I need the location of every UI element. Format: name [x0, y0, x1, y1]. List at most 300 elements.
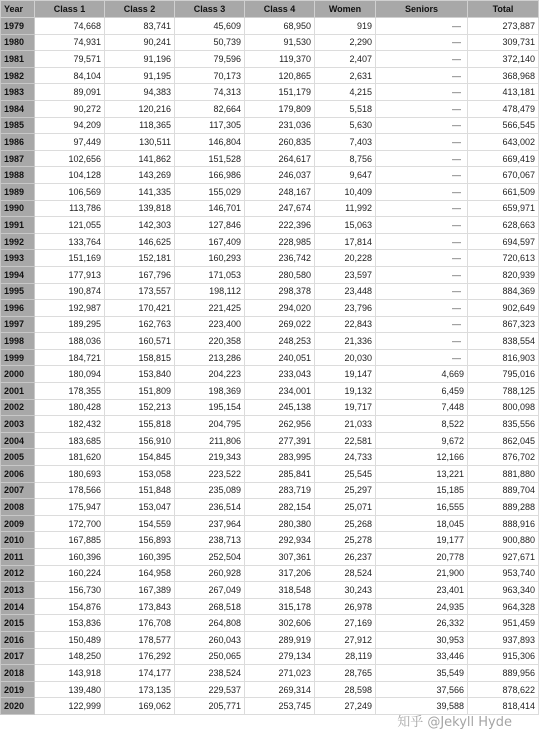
table-cell-total: 720,613 — [468, 250, 539, 267]
column-header-year: Year — [1, 1, 35, 18]
table-cell-women: 8,756 — [315, 150, 376, 167]
table-cell-seniors: 7,448 — [376, 399, 468, 416]
table-cell-class-3: 252,504 — [175, 549, 245, 566]
table-cell-class-2: 120,216 — [105, 100, 175, 117]
table-cell-class-1: 160,396 — [35, 549, 105, 566]
year-cell: 1982 — [1, 67, 35, 84]
table-cell-women: 27,249 — [315, 698, 376, 715]
table-cell-total: 884,369 — [468, 283, 539, 300]
table-cell-class-3: 146,701 — [175, 200, 245, 217]
table-cell-class-2: 158,815 — [105, 349, 175, 366]
year-cell: 2013 — [1, 582, 35, 599]
column-header-seniors: Seniors — [376, 1, 468, 18]
table-cell-class-3: 198,369 — [175, 383, 245, 400]
year-cell: 1983 — [1, 84, 35, 101]
year-cell: 1988 — [1, 167, 35, 184]
table-row — [1, 316, 539, 333]
table-cell-seniors: — — [376, 250, 468, 267]
table-cell-class-2: 167,389 — [105, 582, 175, 599]
table-row — [1, 598, 539, 615]
table-row — [1, 84, 539, 101]
table-cell-class-3: 223,400 — [175, 316, 245, 333]
table-cell-class-1: 153,836 — [35, 615, 105, 632]
table-cell-seniors: 37,566 — [376, 681, 468, 698]
table-cell-women: 25,268 — [315, 515, 376, 532]
table-cell-total: 876,702 — [468, 449, 539, 466]
table-row — [1, 183, 539, 200]
table-cell-class-1: 180,428 — [35, 399, 105, 416]
table-row — [1, 615, 539, 632]
table-cell-women: 2,631 — [315, 67, 376, 84]
table-cell-class-2: 178,577 — [105, 631, 175, 648]
table-row — [1, 416, 539, 433]
table-cell-class-4: 264,617 — [245, 150, 315, 167]
table-cell-women: 28,119 — [315, 648, 376, 665]
table-cell-class-1: 156,730 — [35, 582, 105, 599]
table-cell-class-1: 178,355 — [35, 383, 105, 400]
table-body — [1, 18, 539, 715]
year-cell: 2011 — [1, 549, 35, 566]
year-cell: 1981 — [1, 51, 35, 68]
table-cell-class-3: 50,739 — [175, 34, 245, 51]
table-cell-class-2: 156,893 — [105, 532, 175, 549]
table-cell-seniors: — — [376, 200, 468, 217]
table-row — [1, 698, 539, 715]
table-cell-class-1: 184,721 — [35, 349, 105, 366]
table-cell-total: 951,459 — [468, 615, 539, 632]
table-row — [1, 134, 539, 151]
table-cell-seniors: — — [376, 150, 468, 167]
table-cell-class-1: 121,055 — [35, 217, 105, 234]
table-cell-class-1: 139,480 — [35, 681, 105, 698]
table-cell-women: 28,765 — [315, 665, 376, 682]
table-cell-class-4: 302,606 — [245, 615, 315, 632]
table-cell-seniors: — — [376, 316, 468, 333]
table-cell-class-2: 160,395 — [105, 549, 175, 566]
table-cell-class-3: 204,223 — [175, 366, 245, 383]
table-cell-class-1: 177,913 — [35, 266, 105, 283]
table-cell-class-2: 154,559 — [105, 515, 175, 532]
table-cell-class-4: 292,934 — [245, 532, 315, 549]
table-cell-seniors: 23,401 — [376, 582, 468, 599]
table-cell-seniors: — — [376, 51, 468, 68]
table-cell-class-3: 223,522 — [175, 466, 245, 483]
table-cell-class-1: 133,764 — [35, 233, 105, 250]
table-cell-total: 661,509 — [468, 183, 539, 200]
table-cell-seniors: 8,522 — [376, 416, 468, 433]
table-cell-class-3: 219,343 — [175, 449, 245, 466]
table-cell-women: 27,912 — [315, 631, 376, 648]
table-cell-class-2: 152,181 — [105, 250, 175, 267]
table-cell-class-3: 79,596 — [175, 51, 245, 68]
header-row — [1, 1, 539, 18]
table-cell-class-2: 151,848 — [105, 482, 175, 499]
table-cell-class-3: 260,043 — [175, 631, 245, 648]
table-cell-class-2: 141,335 — [105, 183, 175, 200]
table-cell-total: 902,649 — [468, 300, 539, 317]
table-cell-class-3: 267,049 — [175, 582, 245, 599]
table-cell-seniors: 30,953 — [376, 631, 468, 648]
table-cell-class-4: 222,396 — [245, 217, 315, 234]
table-cell-total: 835,556 — [468, 416, 539, 433]
table-cell-class-2: 176,708 — [105, 615, 175, 632]
table-cell-class-4: 318,548 — [245, 582, 315, 599]
table-cell-class-3: 221,425 — [175, 300, 245, 317]
table-row — [1, 100, 539, 117]
table-cell-seniors: 16,555 — [376, 499, 468, 516]
table-cell-class-4: 151,179 — [245, 84, 315, 101]
table-cell-women: 23,796 — [315, 300, 376, 317]
table-cell-seniors: 12,166 — [376, 449, 468, 466]
table-cell-total: 795,016 — [468, 366, 539, 383]
table-cell-class-4: 236,742 — [245, 250, 315, 267]
table-cell-class-4: 248,253 — [245, 333, 315, 350]
table-cell-women: 30,243 — [315, 582, 376, 599]
table-cell-class-3: 82,664 — [175, 100, 245, 117]
table-cell-seniors: — — [376, 183, 468, 200]
table-row — [1, 51, 539, 68]
table-cell-seniors: 26,332 — [376, 615, 468, 632]
table-cell-seniors: 13,221 — [376, 466, 468, 483]
table-cell-class-1: 175,947 — [35, 499, 105, 516]
table-cell-total: 889,704 — [468, 482, 539, 499]
table-cell-seniors: — — [376, 34, 468, 51]
table-cell-total: 670,067 — [468, 167, 539, 184]
table-cell-class-2: 153,840 — [105, 366, 175, 383]
table-cell-class-3: 204,795 — [175, 416, 245, 433]
table-cell-women: 22,581 — [315, 432, 376, 449]
table-cell-class-4: 240,051 — [245, 349, 315, 366]
table-row — [1, 366, 539, 383]
table-cell-class-4: 234,001 — [245, 383, 315, 400]
table-row — [1, 648, 539, 665]
year-cell: 2001 — [1, 383, 35, 400]
table-cell-class-2: 170,421 — [105, 300, 175, 317]
year-cell: 1996 — [1, 300, 35, 317]
table-cell-class-2: 152,213 — [105, 399, 175, 416]
table-cell-seniors: — — [376, 349, 468, 366]
table-cell-class-4: 289,919 — [245, 631, 315, 648]
table-cell-class-2: 154,845 — [105, 449, 175, 466]
table-cell-total: 964,328 — [468, 598, 539, 615]
table-cell-class-2: 143,269 — [105, 167, 175, 184]
table-cell-class-4: 68,950 — [245, 18, 315, 35]
table-cell-class-2: 153,058 — [105, 466, 175, 483]
table-cell-class-4: 245,138 — [245, 399, 315, 416]
table-cell-class-1: 104,128 — [35, 167, 105, 184]
table-cell-total: 309,731 — [468, 34, 539, 51]
table-cell-class-1: 180,094 — [35, 366, 105, 383]
table-cell-class-4: 279,134 — [245, 648, 315, 665]
year-cell: 1984 — [1, 100, 35, 117]
table-cell-total: 963,340 — [468, 582, 539, 599]
table-cell-class-1: 178,566 — [35, 482, 105, 499]
table-row — [1, 515, 539, 532]
table-row — [1, 681, 539, 698]
table-cell-seniors: — — [376, 300, 468, 317]
table-cell-women: 19,717 — [315, 399, 376, 416]
table-cell-total: 788,125 — [468, 383, 539, 400]
year-cell: 1993 — [1, 250, 35, 267]
year-cell: 1995 — [1, 283, 35, 300]
year-cell: 2008 — [1, 499, 35, 516]
table-cell-class-4: 282,154 — [245, 499, 315, 516]
table-row — [1, 482, 539, 499]
table-row — [1, 34, 539, 51]
table-row — [1, 333, 539, 350]
table-cell-class-2: 91,196 — [105, 51, 175, 68]
table-cell-women: 20,228 — [315, 250, 376, 267]
year-cell: 1987 — [1, 150, 35, 167]
table-cell-class-4: 269,022 — [245, 316, 315, 333]
table-cell-class-2: 162,763 — [105, 316, 175, 333]
table-cell-class-4: 307,361 — [245, 549, 315, 566]
table-cell-total: 820,939 — [468, 266, 539, 283]
table-cell-class-1: 192,987 — [35, 300, 105, 317]
table-cell-class-1: 188,036 — [35, 333, 105, 350]
table-cell-class-1: 190,874 — [35, 283, 105, 300]
table-cell-class-1: 172,700 — [35, 515, 105, 532]
table-cell-class-2: 167,796 — [105, 266, 175, 283]
year-cell: 1998 — [1, 333, 35, 350]
table-cell-class-3: 166,986 — [175, 167, 245, 184]
table-cell-class-1: 74,931 — [35, 34, 105, 51]
table-row — [1, 283, 539, 300]
table-cell-seniors: — — [376, 100, 468, 117]
table-cell-total: 878,622 — [468, 681, 539, 698]
table-cell-women: 7,403 — [315, 134, 376, 151]
table-cell-women: 22,843 — [315, 316, 376, 333]
table-row — [1, 150, 539, 167]
table-cell-seniors: — — [376, 18, 468, 35]
table-cell-class-3: 160,293 — [175, 250, 245, 267]
table-cell-class-2: 142,303 — [105, 217, 175, 234]
table-cell-total: 888,916 — [468, 515, 539, 532]
table-cell-class-4: 294,020 — [245, 300, 315, 317]
table-cell-total: 628,663 — [468, 217, 539, 234]
table-cell-class-3: 238,713 — [175, 532, 245, 549]
table-cell-class-2: 174,177 — [105, 665, 175, 682]
table-cell-seniors: 18,045 — [376, 515, 468, 532]
table-cell-class-3: 220,358 — [175, 333, 245, 350]
table-row — [1, 300, 539, 317]
table-cell-women: 2,407 — [315, 51, 376, 68]
table-row — [1, 399, 539, 416]
table-cell-total: 818,414 — [468, 698, 539, 715]
year-cell: 1980 — [1, 34, 35, 51]
table-cell-class-3: 229,537 — [175, 681, 245, 698]
table-cell-total: 816,903 — [468, 349, 539, 366]
table-cell-seniors: — — [376, 84, 468, 101]
table-cell-seniors: 19,177 — [376, 532, 468, 549]
table-cell-class-3: 264,808 — [175, 615, 245, 632]
table-cell-class-4: 248,167 — [245, 183, 315, 200]
column-header-class-2: Class 2 — [105, 1, 175, 18]
table-cell-seniors: 33,446 — [376, 648, 468, 665]
table-cell-class-4: 269,314 — [245, 681, 315, 698]
table-cell-class-1: 182,432 — [35, 416, 105, 433]
table-cell-women: 5,630 — [315, 117, 376, 134]
table-row — [1, 499, 539, 516]
table-cell-class-1: 143,918 — [35, 665, 105, 682]
table-cell-class-3: 237,964 — [175, 515, 245, 532]
table-cell-seniors: 15,185 — [376, 482, 468, 499]
watermark: 知乎 @Jekyll Hyde — [397, 715, 512, 730]
table-cell-seniors: 4,669 — [376, 366, 468, 383]
table-cell-class-4: 120,865 — [245, 67, 315, 84]
table-cell-total: 881,880 — [468, 466, 539, 483]
table-row — [1, 67, 539, 84]
column-header-class-4: Class 4 — [245, 1, 315, 18]
table-cell-class-4: 228,985 — [245, 233, 315, 250]
table-cell-class-4: 231,036 — [245, 117, 315, 134]
table-row — [1, 167, 539, 184]
table-cell-class-2: 173,135 — [105, 681, 175, 698]
table-cell-class-2: 155,818 — [105, 416, 175, 433]
table-cell-class-4: 283,719 — [245, 482, 315, 499]
table-cell-women: 919 — [315, 18, 376, 35]
table-cell-total: 800,098 — [468, 399, 539, 416]
table-cell-total: 900,880 — [468, 532, 539, 549]
table-cell-class-3: 211,806 — [175, 432, 245, 449]
table-cell-total: 927,671 — [468, 549, 539, 566]
table-row — [1, 631, 539, 648]
year-cell: 2009 — [1, 515, 35, 532]
table-cell-class-1: 189,295 — [35, 316, 105, 333]
year-cell: 1997 — [1, 316, 35, 333]
table-row — [1, 549, 539, 566]
table-cell-class-1: 181,620 — [35, 449, 105, 466]
table-cell-women: 26,978 — [315, 598, 376, 615]
table-cell-women: 4,215 — [315, 84, 376, 101]
year-cell: 2014 — [1, 598, 35, 615]
table-cell-class-4: 298,378 — [245, 283, 315, 300]
table-cell-class-2: 139,818 — [105, 200, 175, 217]
table-row — [1, 217, 539, 234]
table-row — [1, 532, 539, 549]
table-row — [1, 266, 539, 283]
table-cell-total: 915,306 — [468, 648, 539, 665]
table-cell-class-3: 167,409 — [175, 233, 245, 250]
table-cell-class-1: 74,668 — [35, 18, 105, 35]
table-cell-class-3: 45,609 — [175, 18, 245, 35]
table-row — [1, 383, 539, 400]
table-cell-class-4: 262,956 — [245, 416, 315, 433]
table-cell-class-3: 235,089 — [175, 482, 245, 499]
table-cell-class-3: 195,154 — [175, 399, 245, 416]
table-row — [1, 233, 539, 250]
table-cell-women: 17,814 — [315, 233, 376, 250]
table-row — [1, 117, 539, 134]
table-cell-total: 368,968 — [468, 67, 539, 84]
table-row — [1, 665, 539, 682]
table-cell-class-2: 169,062 — [105, 698, 175, 715]
table-cell-class-4: 315,178 — [245, 598, 315, 615]
table-cell-class-2: 118,365 — [105, 117, 175, 134]
table-cell-total: 953,740 — [468, 565, 539, 582]
table-cell-total: 413,181 — [468, 84, 539, 101]
table-cell-total: 862,045 — [468, 432, 539, 449]
table-cell-women: 28,598 — [315, 681, 376, 698]
table-cell-women: 11,992 — [315, 200, 376, 217]
table-cell-class-4: 247,674 — [245, 200, 315, 217]
table-cell-women: 23,448 — [315, 283, 376, 300]
table-cell-class-1: 150,489 — [35, 631, 105, 648]
table-cell-class-4: 317,206 — [245, 565, 315, 582]
table-cell-seniors: — — [376, 117, 468, 134]
table-cell-women: 25,545 — [315, 466, 376, 483]
table-cell-total: 643,002 — [468, 134, 539, 151]
year-cell: 1999 — [1, 349, 35, 366]
table-header — [1, 1, 539, 18]
table-cell-class-4: 179,809 — [245, 100, 315, 117]
table-cell-class-2: 164,958 — [105, 565, 175, 582]
table-cell-class-2: 94,383 — [105, 84, 175, 101]
table-cell-women: 28,524 — [315, 565, 376, 582]
year-cell: 2016 — [1, 631, 35, 648]
table-cell-seniors: 24,935 — [376, 598, 468, 615]
table-cell-seniors: 9,672 — [376, 432, 468, 449]
table-cell-class-1: 180,693 — [35, 466, 105, 483]
table-cell-seniors: 20,778 — [376, 549, 468, 566]
table-cell-seniors: — — [376, 217, 468, 234]
table-cell-class-3: 146,804 — [175, 134, 245, 151]
table-cell-women: 25,278 — [315, 532, 376, 549]
table-cell-class-3: 268,518 — [175, 598, 245, 615]
year-cell: 2004 — [1, 432, 35, 449]
year-cell: 2010 — [1, 532, 35, 549]
table-cell-seniors: — — [376, 134, 468, 151]
table-row — [1, 432, 539, 449]
table-cell-class-2: 141,862 — [105, 150, 175, 167]
table-cell-class-1: 90,272 — [35, 100, 105, 117]
table-cell-class-3: 198,112 — [175, 283, 245, 300]
table-cell-total: 372,140 — [468, 51, 539, 68]
table-cell-women: 2,290 — [315, 34, 376, 51]
table-cell-class-1: 106,569 — [35, 183, 105, 200]
column-header-total: Total — [468, 1, 539, 18]
column-header-women: Women — [315, 1, 376, 18]
table-row — [1, 449, 539, 466]
year-cell: 1990 — [1, 200, 35, 217]
table-cell-class-1: 167,885 — [35, 532, 105, 549]
table-cell-class-3: 74,313 — [175, 84, 245, 101]
table-cell-women: 23,597 — [315, 266, 376, 283]
table-row — [1, 582, 539, 599]
table-cell-women: 24,733 — [315, 449, 376, 466]
table-cell-total: 838,554 — [468, 333, 539, 350]
table-cell-class-3: 155,029 — [175, 183, 245, 200]
table-cell-seniors: 6,459 — [376, 383, 468, 400]
table-cell-class-3: 238,524 — [175, 665, 245, 682]
table-cell-class-2: 176,292 — [105, 648, 175, 665]
table-cell-women: 9,647 — [315, 167, 376, 184]
table-cell-class-2: 83,741 — [105, 18, 175, 35]
year-cell: 2018 — [1, 665, 35, 682]
table-cell-class-4: 91,530 — [245, 34, 315, 51]
table-cell-class-3: 213,286 — [175, 349, 245, 366]
table-cell-class-1: 97,449 — [35, 134, 105, 151]
table-cell-seniors: — — [376, 266, 468, 283]
table-cell-class-4: 246,037 — [245, 167, 315, 184]
table-cell-seniors: — — [376, 233, 468, 250]
year-cell: 1991 — [1, 217, 35, 234]
table-row — [1, 466, 539, 483]
table-cell-women: 19,147 — [315, 366, 376, 383]
year-cell: 2019 — [1, 681, 35, 698]
year-cell: 2017 — [1, 648, 35, 665]
table-cell-class-4: 233,043 — [245, 366, 315, 383]
